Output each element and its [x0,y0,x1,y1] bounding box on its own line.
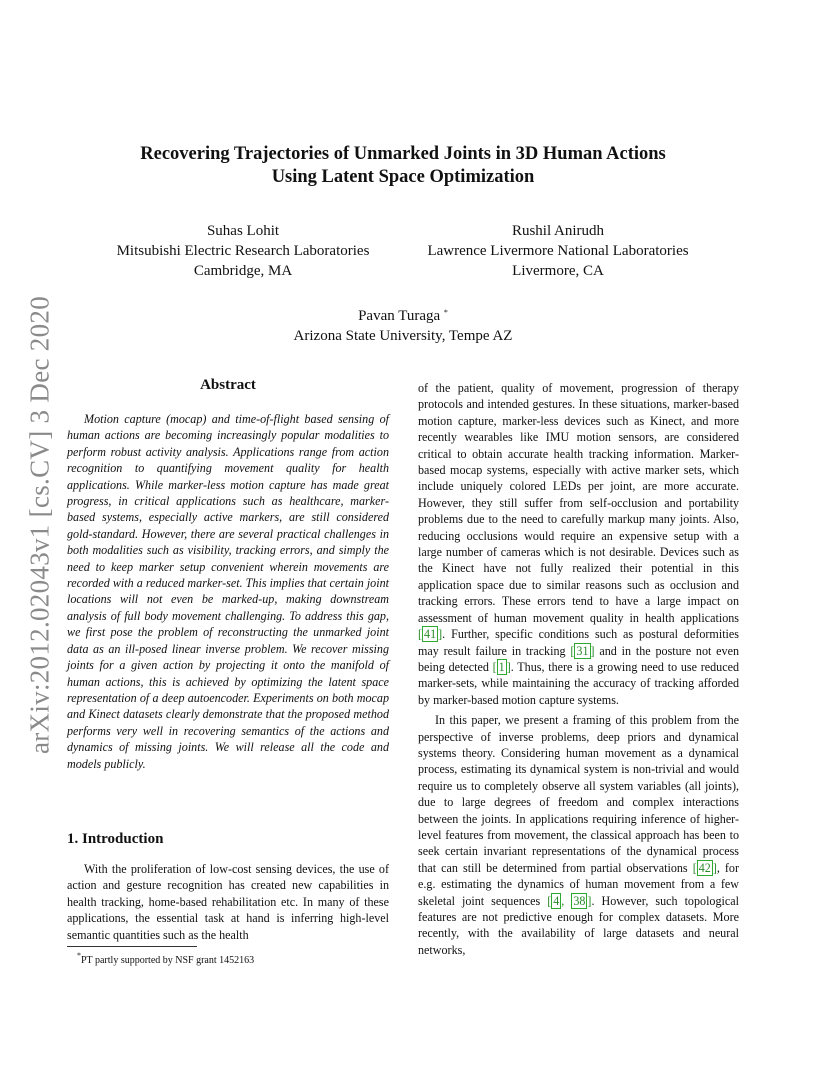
title-line-1: Recovering Trajectories of Unmarked Joints in 3D Human Actions [140,144,666,164]
abstract-heading: Abstract [200,377,256,393]
abstract-text: Motion capture (mocap) and time-of-flight based sensing of human actions are becoming increasingly popular modalities to perform robust activity analysis. Applications range from action recognition to quantifying movement quality for health applications. While marker-less motion capture has made great progress, in critical applications such as healthcare, marker-based systems, especially active markers, are still considered gold-standard. However, there are several practical challenges in both modalities such as visibility, tracking errors, and simply the need to keep marker setup convenient wherein movements are recorded with a reduced marker-set. This implies that certain joint locations will not even be marked-up, making downstream analysis of full body movement challenging. To address this gap, we first pose the problem of reconstructing the unmarked joint data as an ill-posed linear inverse problem. We recover missing joints for a given action by projecting it onto the manifold of human actions, this is achieved by optimizing the latent space representation of a deep autoencoder. Experiments on both mocap and Kinect datasets clearly demonstrate that the proposed method performs very well in recovering semantics of the actions and dynamics of missing joints. We will release all the code and models publicly. [67,412,389,771]
citation-number: 38 [573,893,586,908]
arxiv-stamp [20,290,60,760]
text-run: . Thus, there is a growing need to use reduced marker-sets, while maintaining the accuracy of tracking afforded by marker-based motion capture systems. [418,659,739,707]
author-name: Pavan Turaga [358,308,441,324]
introduction-text: With the proliferation of low-cost sensing devices, the use of action and gesture recognition has created new capabilities in health tracking, home-based rehabilitation etc. In many of these applications, the essential task at hand is inferring high-level semantic quantities such as the health [67,862,389,942]
text-run: . Further, specific conditions such as postural deformities may result failure in tracking [418,627,739,658]
right-column [418,380,739,958]
title-line-2: Using Latent Space Optimization [271,167,535,187]
citation-number: 4 [553,893,560,908]
author-name: Suhas Lohit [206,223,280,239]
author-block-2 [412,221,704,281]
author-name: Rushil Anirudh [511,223,605,239]
author-affiliation: Lawrence Livermore National Laboratories [427,243,689,259]
text-run: and in the posture not even being detected [418,643,739,674]
text-run: of the patient, quality of movement, progression of therapy protocols and intended gestures. In these situations, marker-based motion capture, marker-less devices such as Kinect, and more recently wearables like IMU motion sensors, are considered critical to obtain accurate health tracking information. Marker-based mocap systems, especially with active marker sets, which include uniquely colored LEDs per joint, are more accurate. However, they still suffer from self-occlusion and portability problems due to the need to carefully markup many joints. Also, reducing occlusions would require an expensive setup with a large number of cameras which is not desirable. Devices such as the Kinect have not fully realized their potential in this application space due to similar reasons such as occlusion and tracking errors. These errors tend to have a large impact on assessment of human movement quality in health applications [418,381,739,625]
footnote-text: PT partly supported by NSF grant 1452163 [81,955,255,966]
paper-title [100,143,706,189]
citation-number: 41 [424,627,437,642]
footnote [77,951,254,966]
paragraph [418,712,739,958]
author-name-line [260,303,546,326]
text-run: , for e.g. estimating the dynamics of human movement from a few skeletal joint sequences [418,860,740,908]
author-affiliation: Arizona State University, Tempe AZ [293,328,513,344]
citation-link[interactable]: [ 4 , 38 ] [547,893,592,908]
footnote-rule [67,946,197,947]
author-location: Cambridge, MA [193,263,293,279]
citation-link[interactable]: [ 42 ] [692,860,717,875]
text-run: . However, such topological features are not predictive enough for complex datasets. More recently, with the availability of large datasets and neural networks, [418,893,739,957]
footnote-marker: * [77,951,81,960]
text-run: In this paper, we present a framing of this problem from the perspective of inverse problems, deep priors and dynamical systems theory. Considering human movement as a dynamical process, estimating its dynamical system is non-trivial and would require us to completely observe all system variables (all joints), due to large degrees of freedom and complex interactions between the joints. In applications requiring inference of higher-level features from movement, the classical approach has been to seek certain invariant representations of the dynamical process that can still be determined from partial observations [418,713,739,875]
citation-link[interactable]: [ 41 ] [418,627,443,642]
paragraph [418,380,739,708]
introduction-heading: 1. Introduction [67,831,164,847]
author-affiliation: Mitsubishi Electric Research Laboratories [116,243,370,259]
citation-link[interactable]: [ 1 ] [492,659,511,674]
citation-number: 1 [498,659,505,674]
author-block-1 [100,221,386,281]
arxiv-stamp-text: arXiv:2012.02043v1 [cs.CV] 3 Dec 2020 [24,295,55,755]
citation-number: 31 [576,643,589,658]
author-location: Livermore, CA [512,263,604,279]
footnote-marker: * [443,308,448,317]
citation-number: 42 [698,860,711,875]
citation-link[interactable]: [ 31 ] [570,643,595,658]
author-block-3 [260,303,546,346]
